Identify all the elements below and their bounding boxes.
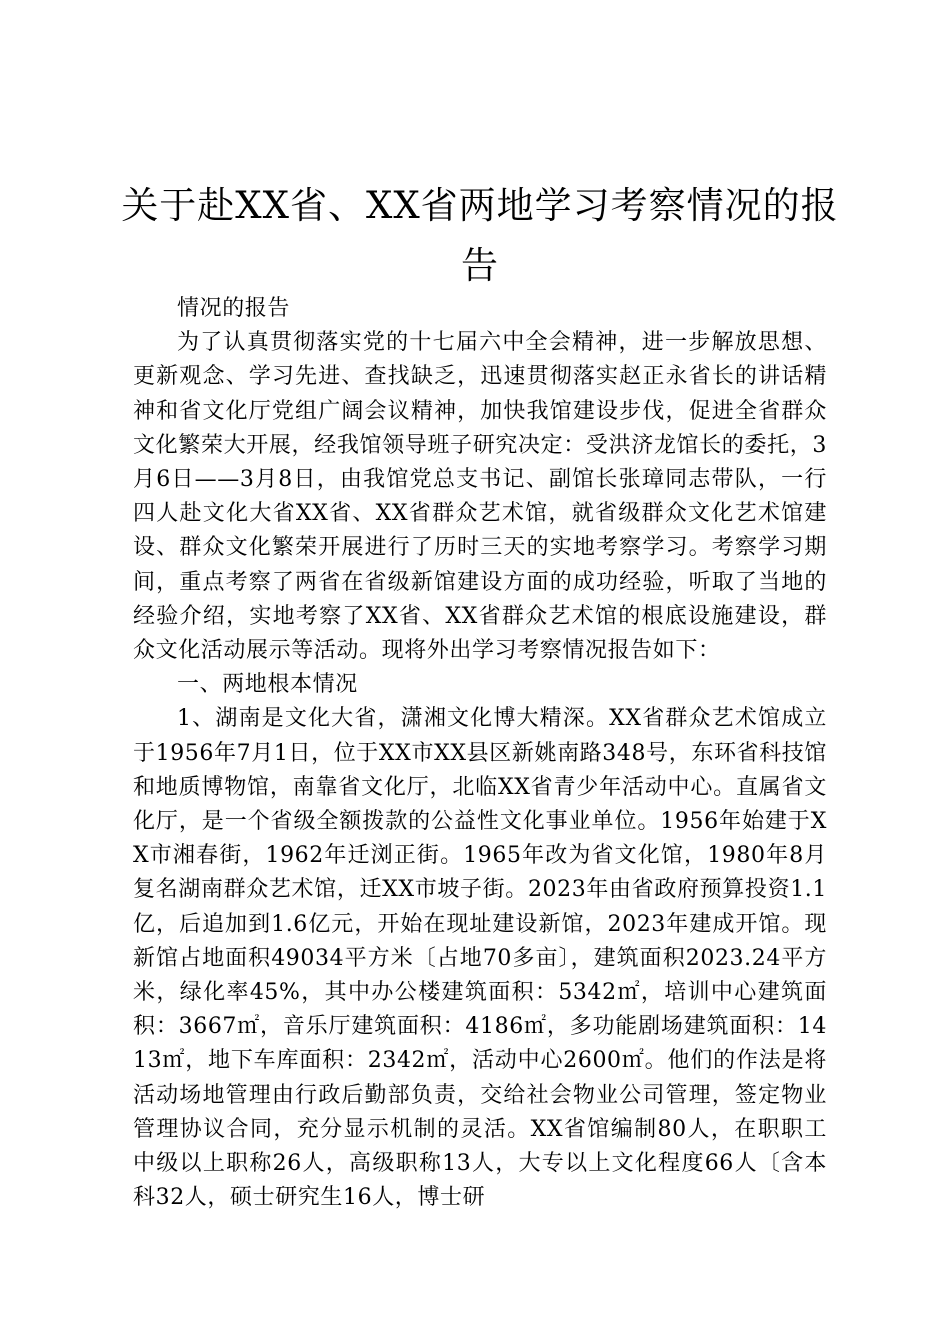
- document-title: 关于赴XX省、XX省两地学习考察情况的报告: [121, 184, 839, 287]
- paragraph-intro: 为了认真贯彻落实党的十七届六中全会精神，进一步解放思想、更新观念、学习先进、查找缺乏，迅速贯彻落实赵正永省长的讲话精神和省文化厅党组广阔会议精神，加快我馆建设步伐，促进全省群众文化繁荣大开展，经我馆领导班子研究决定：受洪济龙馆长的委托，3月6日——3月8日，由我馆党总支书记、副馆长张璋同志带队，一行四人赴文化大省XX省、XX省群众艺术馆，就省级群众文化艺术馆建设、群众文化繁荣开展进行了历时三天的实地考察学习。考察学习期间，重点考察了两省在省级新馆建设方面的成功经验，听取了当地的经验介绍，实地考察了XX省、XX省群众艺术馆的根底设施建设，群众文化活动展示等活动。现将外出学习考察情况报告如下：: [133, 330, 827, 664]
- document-body: [133, 292, 827, 1215]
- paragraph-hunan: 1、湖南是文化大省，潇湘文化博大精深。XX省群众艺术馆成立于1956年7月1日，位于XX市XX县区新姚南路348号，东环省科技馆和地质博物馆，南靠省文化厅，北临XX省青少年活动中心。直属省文化厅，是一个省级全额拨款的公益性文化事业单位。1956年始建于XX市湘春街，1962年迁浏正街。1965年改为省文化馆，1980年8月复名湖南群众艺术馆，迁XX市坡子街。2023年由省政府预算投资1.1亿，后追加到1.6亿元，开始在现址建设新馆，2023年建成开馆。现新馆占地面积49034平方米〔占地70多亩〕，建筑面积2023.24平方米，绿化率45%，其中办公楼建筑面积：5342㎡，培训中心建筑面积：3667㎡，音乐厅建筑面积：4186㎡，多功能剧场建筑面积：1413㎡，地下车库面积：2342㎡，活动中心2600㎡。他们的作法是将活动场地管理由行政后勤部负责，交给社会物业公司管理，签定物业管理协议合同，充分显示机制的灵活。XX省馆编制80人，在职职工中级以上职称26人，高级职称13人，大专以上文化程度66人〔含本科32人，硕士研究生16人，博士研: [133, 706, 827, 1211]
- section-heading: 一、两地根本情况: [177, 672, 358, 698]
- paragraph-subtitle: 情况的报告: [177, 296, 291, 321]
